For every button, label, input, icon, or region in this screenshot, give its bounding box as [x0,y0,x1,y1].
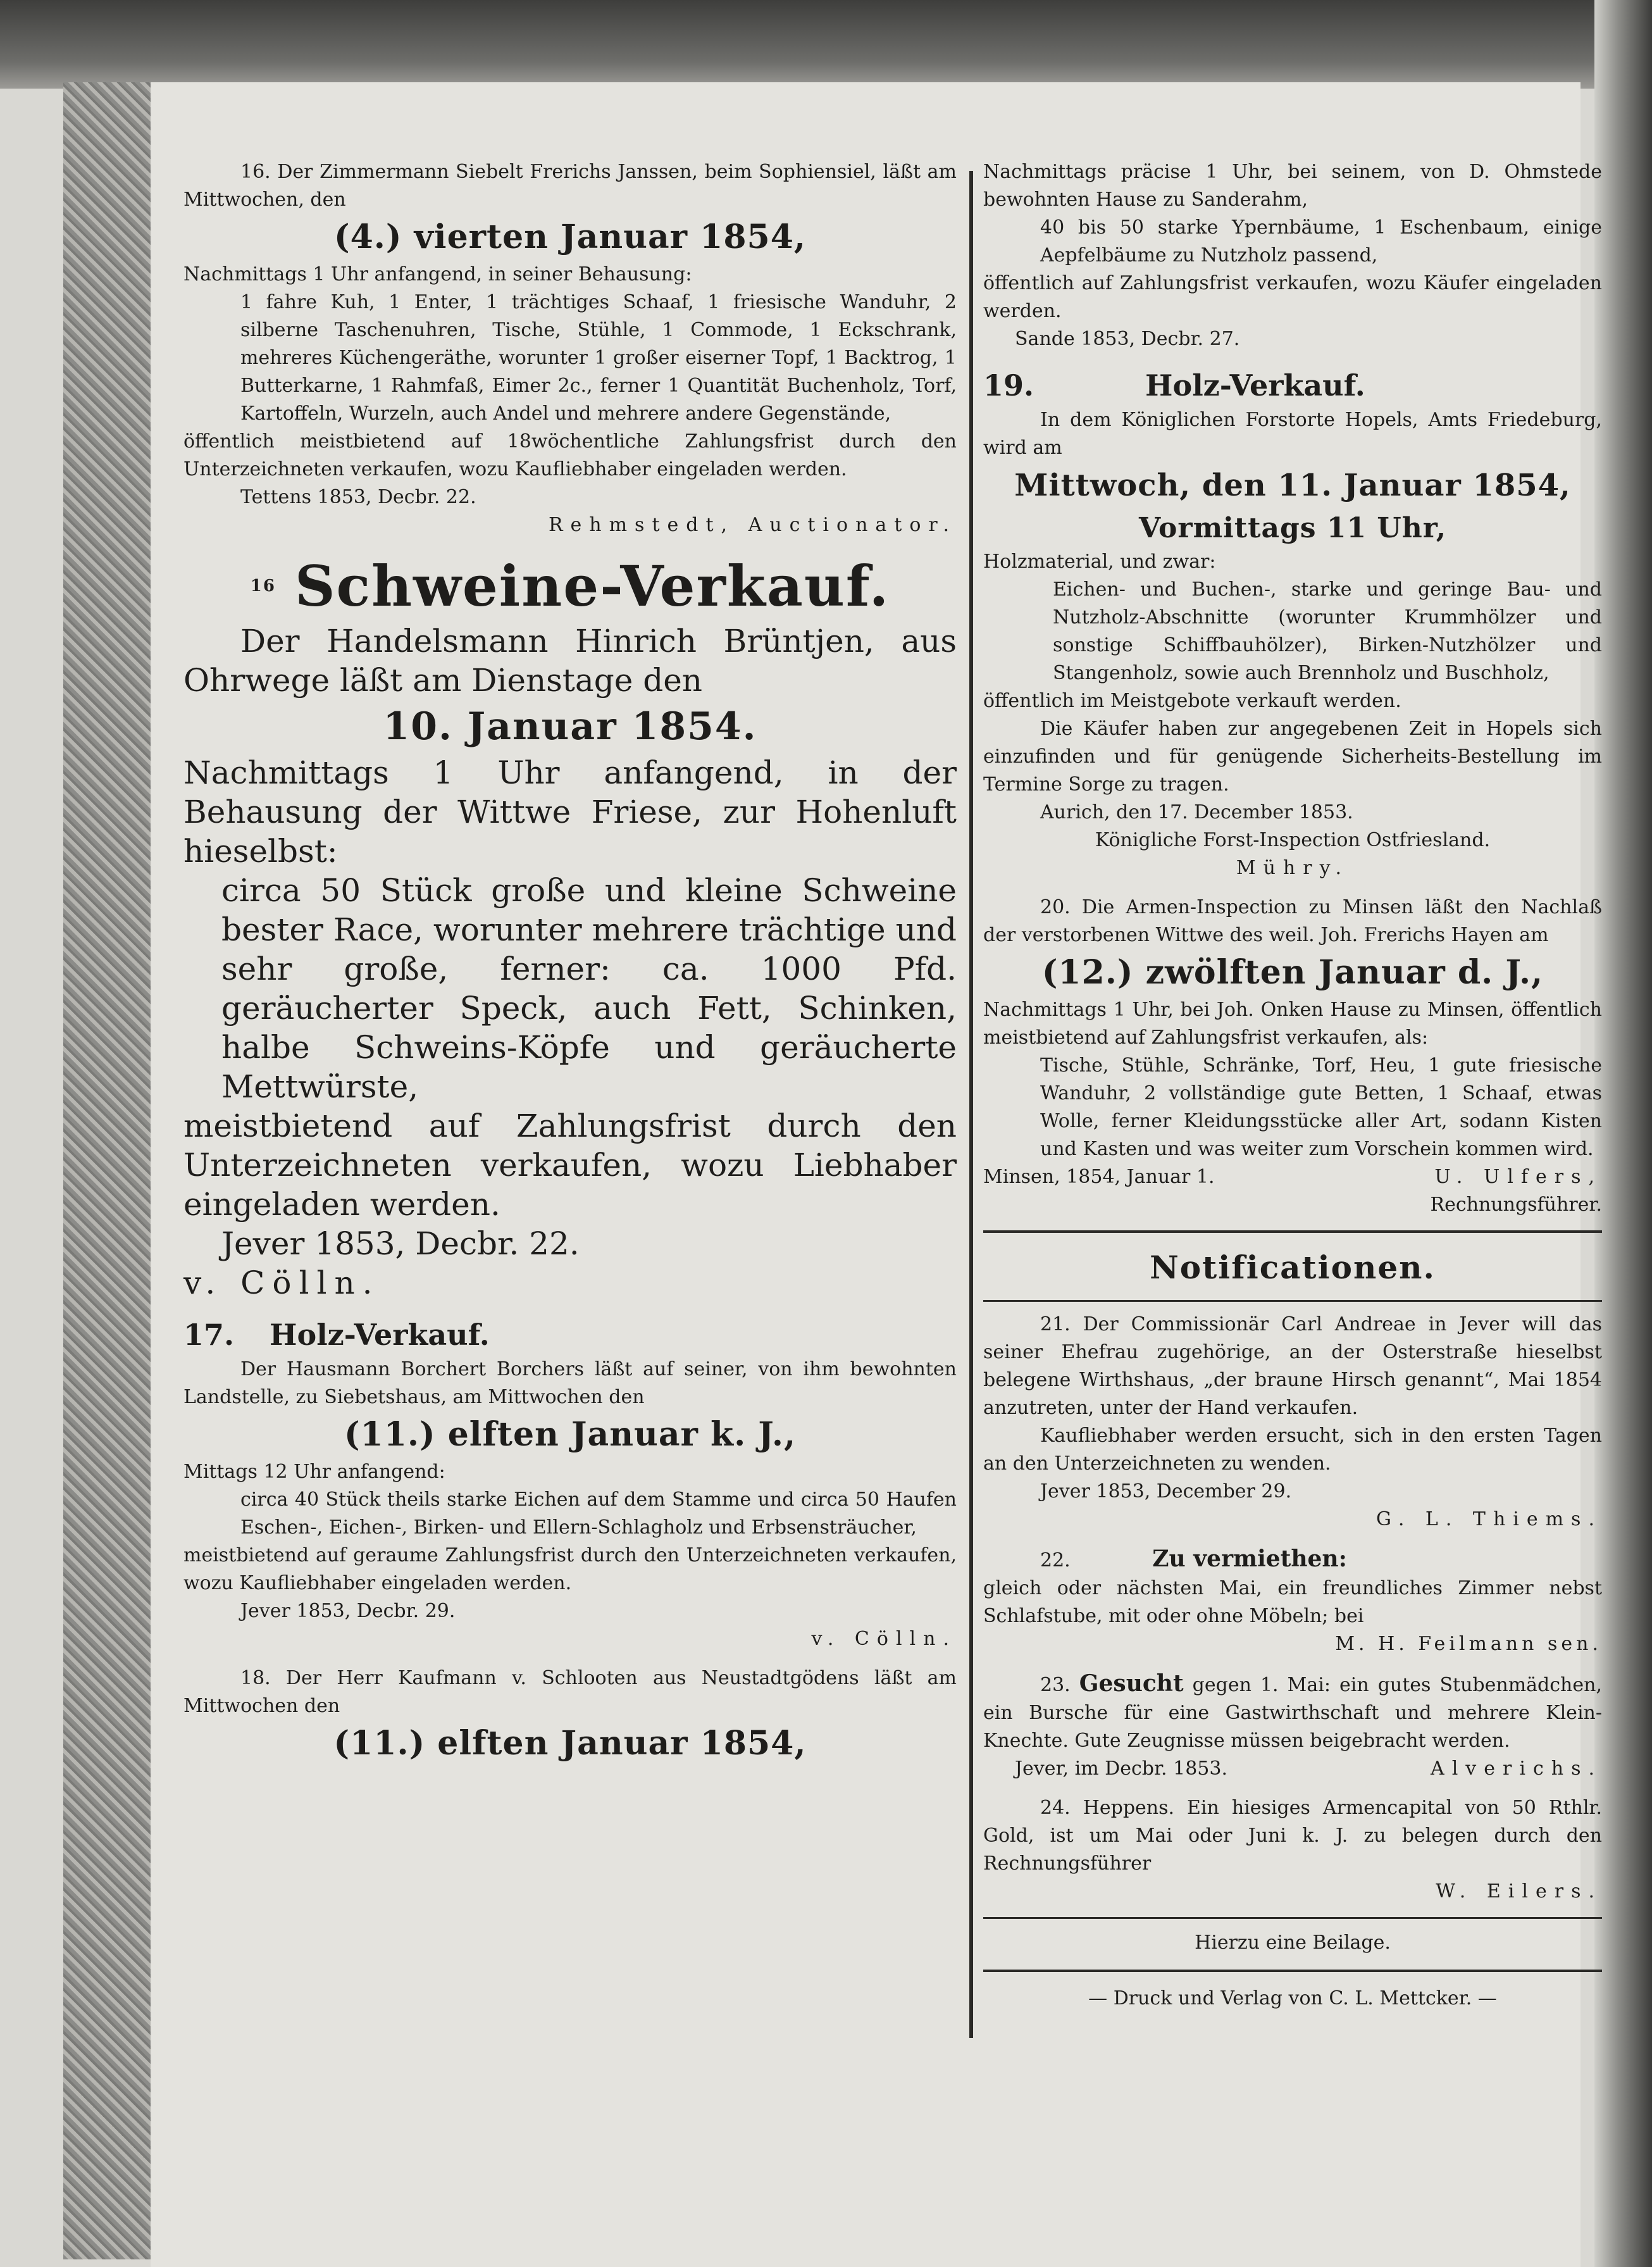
notice-footer [983,1163,1602,1191]
footer-rule-2 [983,1970,1602,1972]
notice-18-tree-sale [183,1664,957,1767]
notice-items: 1 fahre Kuh, 1 Enter, 1 trächtiges Schaaf, 1 friesische Wanduhr, 2 silberne Taschenuhren, Tische, Stühle, 1 Commode, 1 Eckschrank, mehreres Küchengeräthe, worunter 1 großer eiserner Topf, 1 Backtrog, 1 Butterkarne, 1 Rahmfaß, Eimer 2c., ferner 1 Quantität Buchenholz, Torf, Kartoffeln, Wurzeln, auch Andel und mehrere andere Gegenstände, [240,291,957,425]
heading-text: Schweine-Verkauf. [294,553,890,619]
notice-24-capital [983,1794,1602,1906]
notice-continuation: Nachmittags präcise 1 Uhr, bei seinem, von D. Ohmstede bewohnten Hause zu Sanderahm, [983,161,1602,211]
notice-date: 10. Januar 1854. [383,704,757,749]
notice-number: 16 [250,577,276,596]
heading-text: Gesucht [1079,1670,1184,1697]
notice-footer [983,1755,1602,1783]
notice-time: Nachmittags 1 Uhr anfangend, in der Behausung der Wittwe Friese, zur Hohenluft hieselbst: [183,754,957,870]
notice-text: 24. Heppens. Ein hiesiges Armencapital von 50 Rthlr. Gold, ist um Mai oder Juni k. J. zu belegen durch den Rechnungsführer [983,1797,1602,1875]
notice-20-estate-sale [983,894,1602,1219]
page-edge [1594,0,1652,2267]
notice-text [983,1670,1602,1755]
notice-18-continued [983,158,1602,353]
notice-text: 21. Der Commissionär Carl Andreae in Jever will das seiner Ehefrau zugehörige, an der Osterstraße hieselbst belegene Wirthshaus, „der braune Hirsch genannt“, Mai 1854 anzutreten, unter der Hand verkaufen. [983,1313,1602,1419]
notice-23-wanted [983,1670,1602,1783]
notice-heading [183,551,957,621]
notice-16-auction [183,158,957,539]
notice-place-date: Sande 1853, Decbr. 27. [1015,328,1240,350]
notice-heading [983,365,1602,406]
column-divider [969,171,973,2038]
notice-material: Holzmaterial, und zwar: [983,551,1216,573]
supplement-note: Hierzu eine Beilage. [1195,1932,1391,1954]
notice-number: 17. [183,1318,235,1352]
notice-heading [183,1314,957,1356]
notice-signature: M. H. Feilmann sen. [1335,1633,1602,1655]
section-title: Notificationen. [1150,1249,1436,1286]
notice-items: circa 40 Stück theils starke Eichen auf dem Stamme und circa 50 Haufen Eschen-, Eichen-, Birken- und Ellern-Schlagholz und Erbsensträucher, [240,1489,957,1539]
notice-items: Eichen- und Buchen-, starke und geringe Bau- und Nutzholz-Abschnitte (worunter Krummhölzer und sonstige Schiffbauhölzer), Birken-Nutzhölzer und Stangenholz, sowie auch Brennholz und Buschholz, [1053,578,1602,684]
notice-place-date: Jever 1853, Decbr. 29. [240,1600,456,1622]
notice-number: 19. [983,368,1034,403]
notice-22-for-rent [983,1545,1602,1658]
notice-place-date: Jever 1853, Decbr. 22. [221,1225,580,1262]
notice-role: Rechnungsführer. [1430,1194,1602,1216]
notice-time: Vormittags 11 Uhr, [1138,512,1447,544]
notice-date: (11.) elften Januar 1854, [333,1724,807,1763]
notice-signature: v. Cölln. [811,1628,957,1650]
section-rule [983,1230,1602,1233]
right-column [983,82,1602,2014]
notice-16-pig-sale [183,551,957,1302]
notice-19-forest-sale [983,365,1602,882]
notice-signature: U. Ulfers, [1434,1166,1602,1188]
notice-terms: meistbietend auf Zahlungsfrist durch den Unterzeichneten verkaufen, wozu Liebhaber eingeladen werden. [183,1108,957,1223]
notice-items: circa 50 Stück große und kleine Schweine bester Race, worunter mehrere trächtige und sehr große, ferner: ca. 1000 Pfd. geräucherter Speck, auch Fett, Schinken, halbe Schweins-Köpfe und geräucherte Mettwürste, [221,872,957,1105]
notice-signature: Mühry. [1236,857,1350,879]
book-spine [63,82,154,2259]
notice-text-2: Kaufliebhaber werden ersucht, sich in den ersten Tagen an den Unterzeichneten zu wenden. [983,1425,1602,1475]
notice-date: (4.) vierten Januar 1854, [334,218,806,256]
notice-intro: 16. Der Zimmermann Siebelt Frerichs Janssen, beim Sophiensiel, läßt am Mittwochen, den [183,161,957,211]
notice-items: Tische, Stühle, Schränke, Torf, Heu, 1 gute friesische Wanduhr, 2 vollständige gute Betten, 1 Schaaf, etwas Wolle, ferner Kleidungsstücke aller Art, sodann Kisten und Kasten und was weiter zum Vorschein kommen wird. [1040,1054,1602,1160]
heading-text: Zu vermiethen: [1152,1546,1347,1572]
notice-place-date: Aurich, den 17. December 1853. [1040,801,1353,823]
notice-17-wood-sale [183,1314,957,1653]
notice-place-date: Jever, im Decbr. 1853. [1015,1758,1227,1780]
notice-conditions: Die Käufer haben zur angegebenen Zeit in Hopels sich einzufinden und für genügende Sicherheits-Bestellung im Termine Sorge zu tragen. [983,718,1602,796]
notice-signature: Alverichs. [1431,1758,1602,1780]
notice-time: Nachmittags 1 Uhr anfangend, in seiner Behausung: [183,263,692,285]
notice-number: 22. [1040,1549,1071,1571]
notice-21-inn-sale [983,1311,1602,1533]
notice-time: Nachmittags 1 Uhr, bei Joh. Onken Hause zu Minsen, öffentlich meistbietend auf Zahlungsfrist verkaufen, als: [983,999,1602,1049]
notice-signature: v. Cölln. [183,1265,380,1301]
notice-terms: öffentlich im Meistgebote verkauft werden. [983,690,1401,712]
notice-terms: öffentlich meistbietend auf 18wöchentliche Zahlungsfrist durch den Unterzeichneten verkaufen, wozu Kaufliebhaber eingeladen werden. [183,430,957,480]
notice-authority: Königliche Forst-Inspection Ostfriesland. [1095,829,1491,851]
notice-intro: 18. Der Herr Kaufmann v. Schlooten aus Neustadtgödens läßt am Mittwochen den [183,1667,957,1717]
notice-place-date: Minsen, 1854, Januar 1. [983,1166,1215,1188]
notice-place-date: Jever 1853, December 29. [1040,1480,1292,1502]
notice-body: gegen 1. Mai: ein gutes Stubenmädchen, ein Bursche für eine Gastwirthschaft und mehrere Klein-Knechte. Gute Zeugnisse müssen beigebracht werden. [983,1674,1602,1752]
notice-date: Mittwoch, den 11. Januar 1854, [1014,468,1571,503]
notice-signature: W. Eilers. [1436,1880,1602,1902]
notice-heading [983,1545,1602,1575]
notice-signature: Rehmstedt, Auctionator. [548,514,957,536]
notice-number: 23. [1040,1674,1071,1696]
notice-intro: Der Hausmann Borchert Borchers läßt auf seiner, von ihm bewohnten Landstelle, zu Siebetshaus, am Mittwochen den [183,1358,957,1408]
notice-intro: Der Handelsmann Hinrich Brüntjen, aus Ohrwege läßt am Dienstage den [183,623,957,699]
footer-rule [983,1917,1602,1919]
notice-items: 40 bis 50 starke Ypernbäume, 1 Eschenbaum, einige Aepfelbäume zu Nutzholz passend, [1040,216,1602,266]
notice-date: (12.) zwölften Januar d. J., [1041,953,1544,992]
scanner-shadow [0,0,1652,89]
notice-place-date: Tettens 1853, Decbr. 22. [240,486,476,508]
notice-time: Mittags 12 Uhr anfangend: [183,1461,445,1483]
notice-signature: G. L. Thiems. [1376,1508,1602,1530]
heading-text: Holz-Verkauf. [1145,368,1365,403]
notice-date: (11.) elften Januar k. J., [344,1415,797,1454]
section-title-rule [983,1300,1602,1302]
notice-text: gleich oder nächsten Mai, ein freundliches Zimmer nebst Schlafstube, mit oder ohne Möbeln; bei [983,1577,1602,1627]
printer-line: — Druck und Verlag von C. L. Mettcker. — [1088,1987,1497,2009]
notice-intro: 20. Die Armen-Inspection zu Minsen läßt den Nachlaß der verstorbenen Wittwe des weil. Joh. Frerichs Hayen am [983,896,1602,946]
notice-intro: In dem Königlichen Forstorte Hopels, Amts Friedeburg, wird am [983,409,1602,459]
left-column [183,82,957,1778]
heading-text: Holz-Verkauf. [270,1318,490,1352]
notice-terms: meistbietend auf geraume Zahlungsfrist durch den Unterzeichneten verkaufen, wozu Kaufliebhaber eingeladen werden. [183,1544,957,1594]
notice-terms: öffentlich auf Zahlungsfrist verkaufen, wozu Käufer eingeladen werden. [983,272,1602,322]
